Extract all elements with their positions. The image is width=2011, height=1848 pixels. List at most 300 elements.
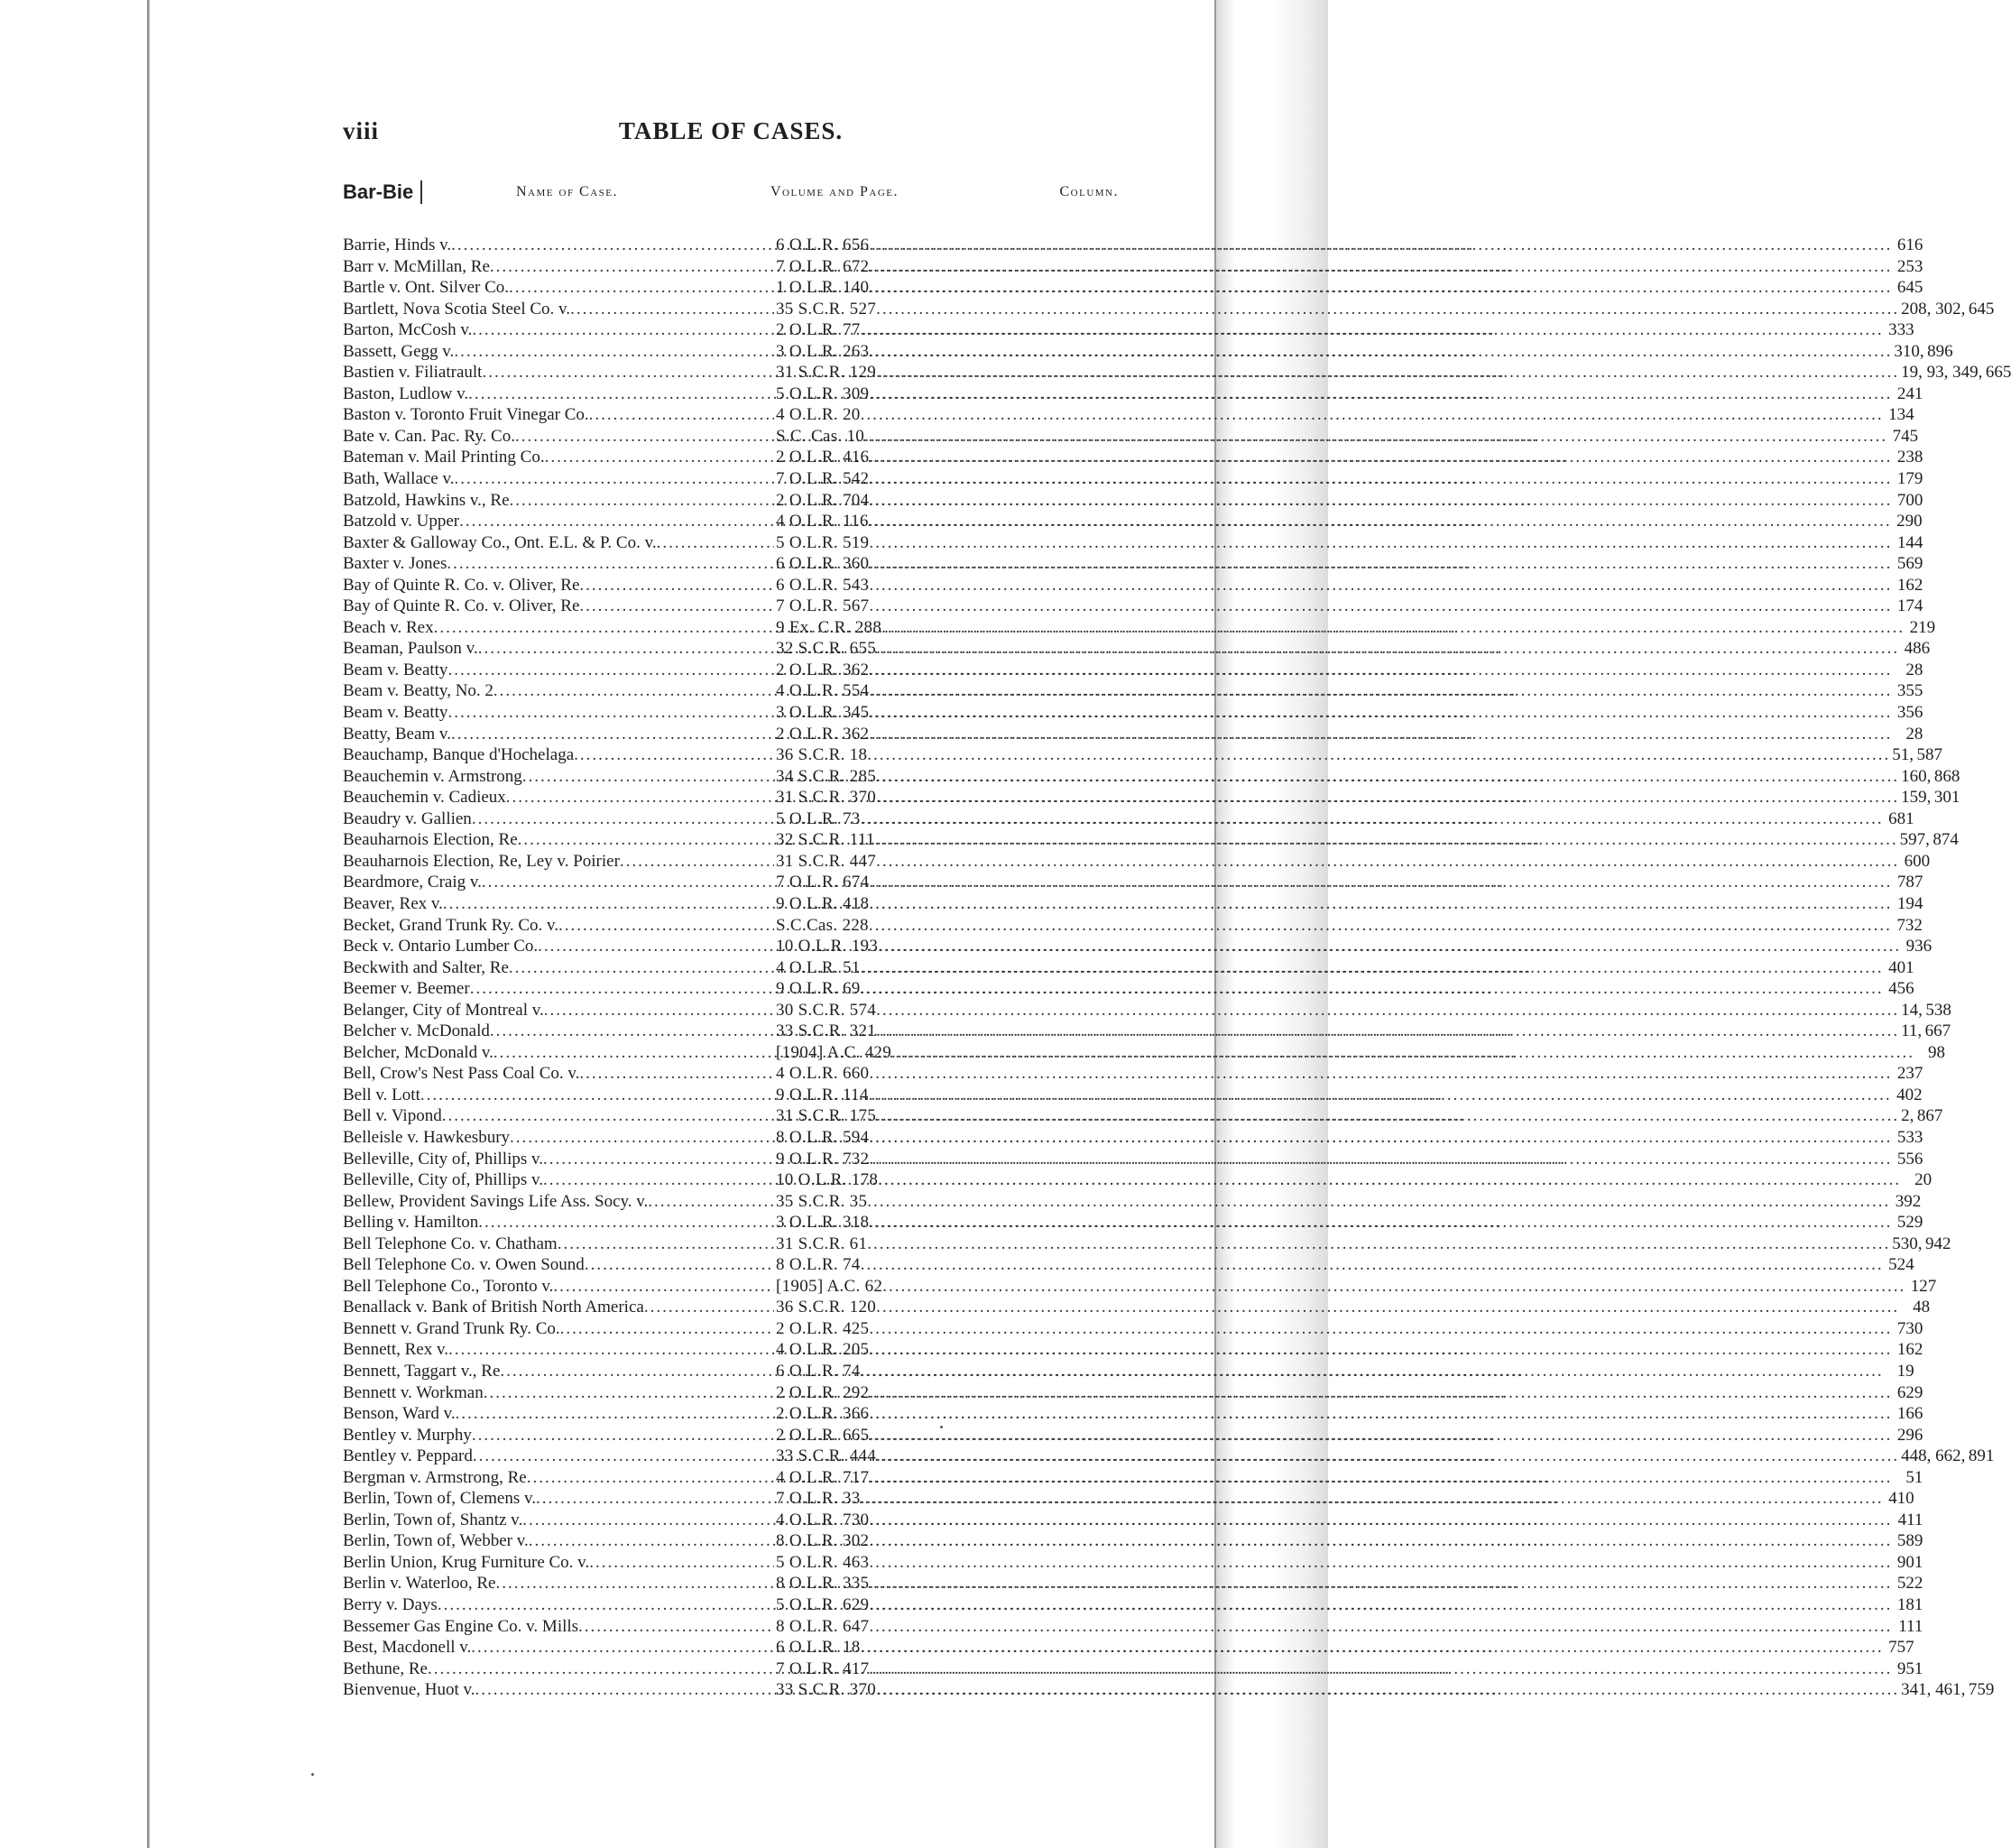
case-entry — [343, 1573, 1923, 1594]
volume-cell — [774, 1127, 1892, 1149]
column-number: 356 — [1896, 703, 1923, 723]
case-name-cell — [343, 915, 774, 937]
additional-columns: 208, 302, — [1901, 299, 1966, 319]
case-name: Bartle v. Ont. Silver Co. — [343, 278, 509, 298]
volume-and-page: 10 O.L.R. 193 — [776, 937, 879, 956]
case-name: Bartlett, Nova Scotia Steel Co. v. — [343, 299, 571, 319]
column-number: 111 — [1898, 1616, 1923, 1636]
volume-cell — [774, 511, 1892, 532]
case-name-cell — [343, 511, 774, 532]
dot-leader — [876, 1021, 1899, 1042]
case-name-cell — [343, 1021, 774, 1042]
dot-leader — [869, 447, 1892, 468]
volume-cell — [774, 957, 1884, 979]
dot-leader — [876, 1000, 1899, 1021]
dot-leader — [869, 1659, 1892, 1680]
case-entry — [343, 1042, 1945, 1064]
case-name: Beach v. Rex — [343, 617, 434, 637]
dot-leader — [876, 1297, 1899, 1318]
case-name-cell — [343, 447, 774, 468]
case-name: Belcher, McDonald v. — [343, 1042, 494, 1062]
dot-leader — [869, 468, 1892, 490]
volume-and-page: 33 S.C.R. 370 — [776, 1680, 877, 1700]
case-name: Beardmore, Craig v. — [343, 873, 482, 892]
case-entry — [343, 1212, 1923, 1234]
column-number: 787 — [1896, 873, 1923, 892]
case-name-cell — [343, 1297, 774, 1318]
volume-cell — [774, 1637, 1884, 1659]
column-number: 333 — [1888, 320, 1914, 340]
dot-leader — [875, 829, 1898, 851]
dot-leader — [882, 1276, 1905, 1298]
column-number: 569 — [1896, 554, 1923, 574]
column-number: 238 — [1896, 448, 1923, 467]
case-name: Baston, Ludlow v. — [343, 383, 469, 403]
dot-leader — [869, 702, 1892, 724]
case-entry — [343, 1276, 1937, 1298]
case-name: Beam v. Beatty, No. 2 — [343, 681, 494, 701]
case-name: Bennett v. Workman — [343, 1382, 484, 1402]
case-entry — [343, 1339, 1923, 1361]
case-entry — [343, 1488, 1914, 1510]
case-name: Beauchemin v. Armstrong — [343, 766, 522, 786]
volume-and-page: 2 O.L.R. 362 — [776, 724, 870, 744]
dot-leader — [861, 957, 1884, 979]
case-name-cell — [343, 256, 774, 278]
case-entry — [343, 1191, 1922, 1213]
case-entry — [343, 511, 1923, 532]
case-entry — [343, 1085, 1923, 1106]
column-number: 896 — [1927, 341, 1953, 361]
volume-cell — [774, 1105, 1899, 1127]
case-name: Bentley v. Murphy — [343, 1425, 472, 1445]
case-name: Bennett, Rex v. — [343, 1340, 448, 1360]
additional-columns: 160, — [1901, 766, 1932, 786]
case-name: Bay of Quinte R. Co. v. Oliver, Re — [343, 575, 580, 595]
case-entry — [343, 1063, 1923, 1085]
volume-cell — [774, 1552, 1892, 1574]
case-name: Batzold, Hawkins v., Re — [343, 490, 510, 510]
case-name-cell — [343, 957, 774, 979]
case-entry — [343, 893, 1923, 915]
case-entry — [343, 1659, 1923, 1680]
column-number: 486 — [1904, 639, 1931, 659]
volume-cell — [774, 1361, 1884, 1382]
additional-columns: 310, — [1894, 341, 1924, 361]
case-name-cell — [343, 1488, 774, 1510]
volume-cell — [774, 468, 1892, 490]
case-name: Belcher v. McDonald — [343, 1021, 490, 1041]
case-name: Bethune, Re — [343, 1659, 428, 1678]
volume-cell — [774, 532, 1892, 554]
volume-cell — [774, 277, 1892, 299]
dot-leader — [570, 299, 774, 320]
volume-cell — [774, 1042, 1914, 1064]
case-name: Bell Telephone Co. v. Chatham — [343, 1234, 558, 1253]
volume-cell — [774, 319, 1884, 341]
volume-and-page: S.C.Cas. 228 — [776, 915, 869, 935]
case-name: Beauharnois Election, Re — [343, 830, 518, 850]
volume-cell — [774, 299, 1899, 320]
volume-and-page: 8 O.L.R. 74 — [776, 1255, 861, 1275]
case-entry — [343, 766, 1960, 788]
case-name-cell — [343, 872, 774, 893]
column-number: 936 — [1905, 937, 1933, 956]
case-entry — [343, 575, 1923, 596]
case-name-cell — [343, 1530, 774, 1552]
case-name-cell — [343, 744, 774, 766]
case-name-cell — [343, 1637, 774, 1659]
dot-leader — [861, 978, 1884, 1000]
case-name: Berlin, Town of, Shantz v. — [343, 1510, 523, 1529]
case-name: Bessemer Gas Engine Co. v. Mills — [343, 1616, 579, 1636]
dot-leader — [579, 596, 774, 617]
case-name: Bergman v. Armstrong, Re — [343, 1467, 527, 1487]
column-number: 645 — [1896, 278, 1923, 298]
dot-leader — [869, 660, 1892, 681]
volume-and-page: 4 O.L.R. 20 — [776, 405, 861, 425]
dot-leader — [869, 872, 1892, 893]
volume-and-page: 2 O.L.R. 704 — [776, 490, 870, 510]
volume-cell — [774, 1318, 1892, 1340]
dot-leader — [881, 617, 1905, 639]
dot-leader — [869, 1510, 1892, 1531]
case-name-cell — [343, 235, 774, 256]
dot-leader — [876, 299, 1899, 320]
volume-cell — [774, 617, 1905, 639]
case-entry — [343, 383, 1923, 405]
volume-cell — [774, 1510, 1892, 1531]
volume-cell — [774, 724, 1892, 745]
column-number: 28 — [1905, 724, 1923, 744]
volume-and-page: 36 S.C.R. 120 — [776, 1298, 877, 1317]
header-name-of-case: Name of Case. — [516, 184, 619, 199]
volume-cell — [774, 978, 1884, 1000]
case-name: Baxter v. Jones — [343, 554, 447, 574]
column-number: 524 — [1888, 1255, 1914, 1275]
volume-and-page: 8 O.L.R. 302 — [776, 1531, 870, 1551]
volume-and-page: 3 O.L.R. 345 — [776, 703, 870, 723]
case-entry — [343, 1637, 1914, 1659]
volume-cell — [774, 1169, 1901, 1191]
column-number: 194 — [1896, 893, 1923, 913]
case-name-cell — [343, 404, 774, 426]
volume-cell — [774, 915, 1892, 937]
dot-leader — [869, 1594, 1892, 1616]
dot-leader — [869, 1085, 1892, 1106]
column-number: 401 — [1888, 957, 1914, 977]
volume-and-page: 7 O.L.R. 33 — [776, 1489, 861, 1509]
dot-leader — [869, 1573, 1892, 1594]
volume-and-page: 9 O.L.R. 732 — [776, 1149, 870, 1169]
volume-and-page: 2 O.L.R. 292 — [776, 1382, 870, 1402]
case-name-cell — [343, 1063, 774, 1085]
case-name: Belling v. Hamilton — [343, 1213, 479, 1233]
dot-leader — [869, 1127, 1892, 1149]
document-page — [343, 108, 2011, 1701]
dot-leader — [869, 383, 1892, 405]
volume-and-page: 7 O.L.R. 417 — [776, 1659, 870, 1678]
case-name: Bastien v. Filiatrault — [343, 363, 483, 383]
speck — [311, 1773, 314, 1776]
case-name-cell — [343, 1403, 774, 1425]
dot-leader — [869, 532, 1892, 554]
additional-columns: 51, — [1892, 745, 1914, 765]
volume-cell — [774, 638, 1899, 660]
case-entry — [343, 617, 1936, 639]
case-entry — [343, 660, 1923, 681]
case-name-cell — [343, 1679, 774, 1701]
dot-leader — [876, 638, 1899, 660]
volume-cell — [774, 829, 1898, 851]
case-name-cell — [343, 978, 774, 1000]
volume-and-page: 2 O.L.R. 77 — [776, 320, 861, 340]
case-name-cell — [343, 1254, 774, 1276]
case-name: Belleville, City of, Phillips v. — [343, 1170, 544, 1190]
column-number: 522 — [1896, 1574, 1923, 1594]
case-name-cell — [343, 1149, 774, 1170]
volume-and-page: 7 O.L.R. 674 — [776, 873, 870, 892]
volume-and-page: 9 O.L.R. 69 — [776, 979, 861, 999]
case-entry — [343, 1021, 1951, 1042]
column-number: 410 — [1888, 1489, 1914, 1509]
page-number: viii — [343, 117, 380, 144]
case-entry — [343, 702, 1923, 724]
case-entry — [343, 1616, 1923, 1638]
case-name-cell — [343, 596, 774, 617]
volume-and-page: 31 S.C.R. 129 — [776, 363, 877, 383]
volume-cell — [774, 1021, 1899, 1042]
volume-and-page: 33 S.C.R. 321 — [776, 1021, 877, 1041]
column-number: 144 — [1896, 532, 1923, 552]
case-entry — [343, 341, 1953, 363]
case-name-cell — [343, 936, 774, 957]
case-name: Bateman v. Mail Printing Co. — [343, 448, 545, 467]
case-name-cell — [343, 1594, 774, 1616]
column-number: 456 — [1888, 979, 1914, 999]
dot-leader — [560, 1318, 774, 1340]
case-name: Berry v. Days — [343, 1595, 438, 1614]
case-entry — [343, 596, 1923, 617]
case-name-cell — [343, 1616, 774, 1638]
volume-and-page: 32 S.C.R. 111 — [776, 830, 875, 850]
volume-and-page: 31 S.C.R. 370 — [776, 788, 877, 808]
additional-columns: 2, — [1901, 1106, 1914, 1126]
case-name: Belanger, City of Montreal v. — [343, 1000, 544, 1020]
case-name: Bell, Crow's Nest Pass Coal Co. v. — [343, 1064, 580, 1084]
volume-and-page: 5 O.L.R. 73 — [776, 808, 861, 828]
case-name-cell — [343, 660, 774, 681]
volume-and-page: 34 S.C.R. 285 — [776, 766, 877, 786]
case-name-cell — [343, 426, 774, 448]
volume-cell — [774, 596, 1892, 617]
dot-leader — [578, 1616, 774, 1638]
dot-leader — [558, 915, 774, 937]
dot-leader — [869, 1530, 1892, 1552]
volume-and-page: 5 O.L.R. 629 — [776, 1595, 870, 1614]
case-name-cell — [343, 1127, 774, 1149]
column-number: 237 — [1896, 1064, 1923, 1084]
dot-leader — [648, 1191, 774, 1213]
volume-and-page: 2 O.L.R. 425 — [776, 1318, 870, 1338]
case-name: Batzold v. Upper — [343, 512, 460, 531]
case-name: Benallack v. Bank of British North America — [343, 1298, 644, 1317]
column-number: 732 — [1896, 915, 1923, 935]
column-number: 51 — [1905, 1467, 1923, 1487]
case-name-cell — [343, 893, 774, 915]
volume-cell — [774, 1467, 1892, 1489]
dot-leader — [558, 1234, 774, 1255]
case-name: Bassett, Gegg v. — [343, 341, 455, 361]
volume-cell — [774, 702, 1892, 724]
dot-leader — [869, 596, 1892, 617]
column-number: 901 — [1896, 1552, 1923, 1572]
case-name: Bennett, Taggart v., Re — [343, 1361, 501, 1381]
column-number: 392 — [1895, 1191, 1922, 1211]
volume-and-page: 5 O.L.R. 519 — [776, 532, 870, 552]
volume-cell — [774, 744, 1890, 766]
dot-leader — [867, 1234, 1890, 1255]
case-entry — [343, 468, 1923, 490]
case-name: Berlin v. Waterloo, Re — [343, 1574, 496, 1594]
volume-and-page: 4 O.L.R. 717 — [776, 1467, 870, 1487]
case-name: Berlin, Town of, Webber v. — [343, 1531, 529, 1551]
column-number: 48 — [1913, 1298, 1931, 1317]
column-number: 402 — [1896, 1085, 1923, 1104]
case-entry — [343, 1510, 1923, 1531]
volume-and-page: 7 O.L.R. 672 — [776, 256, 870, 276]
volume-cell — [774, 1276, 1905, 1298]
volume-and-page: 4 O.L.R. 51 — [776, 957, 861, 977]
case-name-cell — [343, 532, 774, 554]
volume-and-page: 4 O.L.R. 730 — [776, 1510, 870, 1529]
case-name-cell — [343, 787, 774, 808]
dot-leader — [869, 1339, 1892, 1361]
case-entry — [343, 1169, 1933, 1191]
page-spine-edge — [147, 0, 150, 1848]
volume-and-page: 30 S.C.R. 574 — [776, 1000, 877, 1020]
dot-leader — [878, 1169, 1901, 1191]
volume-cell — [774, 1297, 1899, 1318]
volume-cell — [774, 1212, 1892, 1234]
dot-leader — [657, 532, 774, 554]
column-number: 757 — [1888, 1638, 1914, 1658]
dot-leader — [869, 1425, 1892, 1446]
dot-leader — [553, 1276, 774, 1298]
dot-leader — [620, 851, 774, 873]
column-number: 162 — [1896, 575, 1923, 595]
case-entry — [343, 1297, 1931, 1318]
column-number: 241 — [1896, 383, 1923, 403]
column-number: 134 — [1888, 405, 1914, 425]
dot-leader — [864, 426, 1887, 448]
case-name: Bell Telephone Co., Toronto v. — [343, 1276, 554, 1296]
volume-cell — [774, 1403, 1892, 1425]
volume-and-page: 7 O.L.R. 567 — [776, 596, 870, 616]
case-name-cell — [343, 1339, 774, 1361]
column-number: 529 — [1896, 1213, 1923, 1233]
case-name: Barrie, Hinds v. — [343, 236, 452, 254]
case-name-cell — [343, 724, 774, 745]
volume-cell — [774, 1063, 1892, 1085]
case-entry — [343, 787, 1960, 808]
case-name: Bell v. Lott — [343, 1085, 420, 1104]
dot-leader — [861, 808, 1884, 830]
dot-leader — [869, 490, 1892, 512]
dot-leader — [869, 1616, 1892, 1638]
case-name: Barr v. McMillan, Re — [343, 256, 490, 276]
column-number: 730 — [1896, 1318, 1923, 1338]
column-number: 942 — [1925, 1234, 1951, 1253]
volume-and-page: 2 O.L.R. 416 — [776, 448, 870, 467]
case-entry — [343, 872, 1923, 893]
case-name-cell — [343, 1085, 774, 1106]
case-name: Beck v. Ontario Lumber Co. — [343, 937, 539, 956]
case-entry — [343, 915, 1923, 937]
volume-and-page: [1905] A.C. 62 — [776, 1276, 883, 1296]
case-name: Bate v. Can. Pac. Ry. Co. — [343, 426, 515, 446]
volume-cell — [774, 1573, 1892, 1594]
volume-and-page: 2 O.L.R. 366 — [776, 1404, 870, 1424]
column-number: 667 — [1924, 1021, 1951, 1041]
column-number: 20 — [1914, 1170, 1933, 1190]
volume-cell — [774, 766, 1899, 788]
volume-and-page: 6 O.L.R. 18 — [776, 1638, 861, 1658]
case-entry — [343, 680, 1923, 702]
dot-leader — [544, 1000, 774, 1021]
dot-leader — [878, 936, 1901, 957]
dot-leader — [861, 1361, 1884, 1382]
case-name: Baxter & Galloway Co., Ont. E.L. & P. Co. v. — [343, 532, 657, 552]
header-volume-and-page: Volume and Page. — [770, 184, 899, 199]
additional-columns: 14, — [1901, 1000, 1923, 1020]
case-entry — [343, 724, 1923, 745]
case-entry — [343, 256, 1923, 278]
case-name-cell — [343, 1318, 774, 1340]
volume-cell — [774, 1659, 1892, 1680]
column-number: 951 — [1896, 1659, 1923, 1678]
case-name: Beatty, Beam v. — [343, 724, 451, 744]
column-number: 868 — [1933, 766, 1960, 786]
case-entry — [343, 1425, 1923, 1446]
case-name: Beaman, Paulson v. — [343, 639, 478, 659]
column-number: 179 — [1896, 469, 1923, 489]
column-number: 253 — [1896, 256, 1923, 276]
dot-leader — [869, 1552, 1892, 1574]
volume-and-page: 1 O.L.R. 140 — [776, 278, 870, 298]
volume-and-page: 8 O.L.R. 647 — [776, 1616, 870, 1636]
case-entry — [343, 1318, 1923, 1340]
case-entry — [343, 957, 1914, 979]
case-entry — [343, 936, 1933, 957]
case-entry — [343, 1127, 1923, 1149]
case-name: Beauharnois Election, Re, Ley v. Poirier — [343, 851, 620, 871]
volume-cell — [774, 362, 1899, 383]
case-name: Bath, Wallace v. — [343, 469, 455, 489]
volume-cell — [774, 1488, 1884, 1510]
dot-leader — [869, 1382, 1892, 1404]
case-name-cell — [343, 362, 774, 383]
case-name-cell — [343, 341, 774, 363]
volume-and-page: 2 O.L.R. 362 — [776, 660, 870, 679]
column-number: 600 — [1904, 851, 1931, 871]
volume-cell — [774, 660, 1892, 681]
case-name-cell — [343, 1361, 774, 1382]
case-name-cell — [343, 766, 774, 788]
case-name-cell — [343, 702, 774, 724]
column-number: 19 — [1896, 1361, 1914, 1381]
volume-cell — [774, 490, 1892, 512]
